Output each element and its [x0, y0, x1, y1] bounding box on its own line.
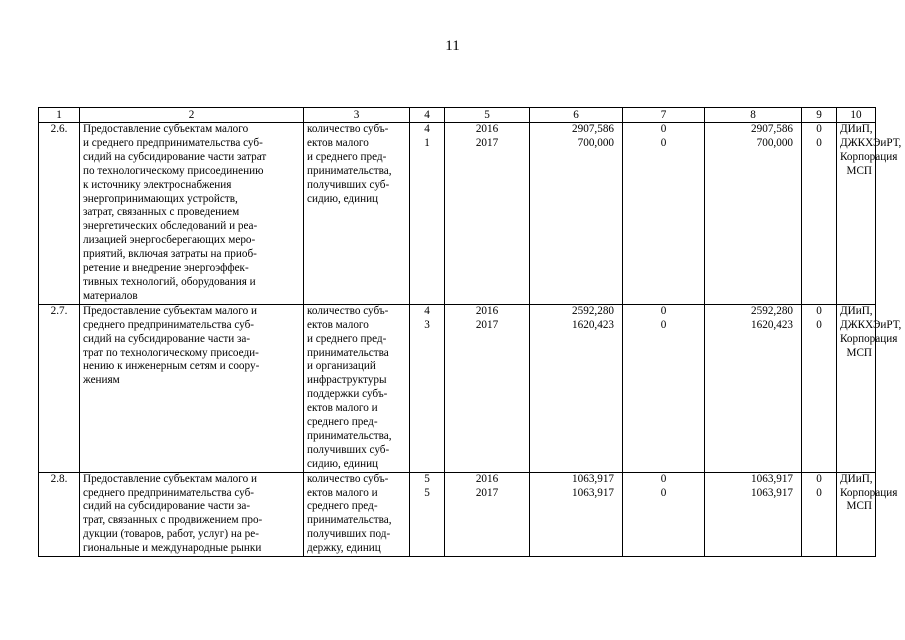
cell-line: сидий на субсидирование части за-: [83, 332, 251, 345]
row-number-cell: 2.8.: [39, 472, 80, 556]
cell-line: материалов: [83, 289, 138, 302]
cell-line: лизацией энергосберегающих меро-: [83, 234, 256, 247]
cell-line: 2017: [475, 318, 499, 331]
program-table: [38, 107, 902, 557]
cell-line: 3: [424, 318, 430, 331]
cell-line: количество субъ-: [307, 304, 389, 317]
cell-line: держку, единиц: [307, 542, 381, 555]
cell-line: принимательства: [307, 346, 389, 359]
row-number-cell: 2.7.: [39, 304, 80, 472]
event-description-cell: [80, 472, 304, 556]
cell-line: ектов малого: [307, 318, 369, 331]
table-row: [39, 123, 876, 305]
cell-line: среднего пред-: [307, 500, 378, 513]
cell-line: 0: [816, 304, 822, 317]
other-funding-cell: [802, 472, 837, 556]
cell-line: трат по технологическому присоеди-: [83, 346, 259, 359]
cell-line: к источнику электроснабжения: [83, 178, 232, 191]
header-row: [39, 108, 876, 123]
year-cell: [445, 304, 530, 472]
cell-line: 1: [424, 136, 430, 149]
cell-line: ектов малого: [307, 136, 369, 149]
cell-line: количество субъ-: [307, 123, 389, 135]
regional-funding-cell: [705, 123, 802, 305]
cell-line: Корпорация: [840, 332, 898, 345]
cell-line: 0: [660, 123, 667, 135]
cell-line: 5: [424, 486, 430, 499]
cell-line: трат, связанных с продвижением про-: [83, 514, 263, 527]
cell-line: 1620,423: [572, 318, 614, 331]
header-cell: 3: [304, 108, 410, 123]
cell-line: 0: [816, 318, 822, 331]
header-cell: 7: [623, 108, 705, 123]
cell-line: и организаций: [307, 360, 376, 373]
table-row: [39, 304, 876, 472]
cell-line: и среднего пред-: [307, 150, 387, 163]
header-cell: 1: [39, 108, 80, 123]
total-funding-cell: [530, 472, 623, 556]
cell-line: затрат, связанных с проведением: [83, 206, 240, 219]
cell-line: сидию, единиц: [307, 192, 379, 205]
cell-line: получивших суб-: [307, 443, 390, 456]
cell-line: 2592,280: [572, 304, 614, 317]
cell-line: энергопринимающих устройств,: [83, 192, 238, 205]
cell-line: 0: [816, 136, 822, 149]
cell-line: ДЖКХЭиРТ,: [840, 136, 902, 149]
federal-funding-cell: [623, 472, 705, 556]
header-cell: 5: [445, 108, 530, 123]
executor-cell: [837, 123, 902, 305]
cell-line: 0: [816, 472, 822, 485]
indicator-value-cell: [410, 123, 445, 305]
cell-line: 0: [660, 318, 667, 331]
cell-line: принимательства,: [307, 164, 392, 177]
regional-funding-cell: [705, 304, 802, 472]
header-cell: 9: [802, 108, 837, 123]
indicator-value-cell: [410, 304, 445, 472]
row-number-cell: 2.6.: [39, 123, 80, 305]
cell-line: и среднего предпринимательства суб-: [83, 136, 263, 149]
federal-funding-cell: [623, 123, 705, 305]
other-funding-cell: [802, 123, 837, 305]
cell-line: 700,000: [577, 136, 614, 149]
cell-line: и среднего пред-: [307, 332, 387, 345]
cell-line: получивших суб-: [307, 178, 390, 191]
cell-line: количество субъ-: [307, 472, 389, 485]
cell-line: 1063,917: [572, 486, 614, 499]
cell-line: 0: [660, 486, 667, 499]
cell-line: среднего предпринимательства суб-: [83, 318, 255, 331]
cell-line: приятий, включая затраты на приоб-: [83, 248, 257, 261]
cell-line: дукции (товаров, работ, услуг) на ре-: [83, 528, 259, 541]
cell-line: Предоставление субъектам малого и: [83, 304, 257, 317]
cell-line: 4: [424, 304, 430, 317]
header-cell: 2: [80, 108, 304, 123]
cell-line: 2016: [475, 472, 499, 485]
cell-line: ретение и внедрение энергоэффек-: [83, 262, 249, 275]
cell-line: 2592,280: [751, 304, 793, 317]
cell-line: гиональные и международные рынки: [83, 542, 262, 555]
cell-line: 1620,423: [751, 318, 793, 331]
cell-line: 0: [660, 136, 667, 149]
federal-funding-cell: [623, 304, 705, 472]
cell-line: Предоставление субъектам малого: [83, 123, 249, 135]
cell-line: 1063,917: [751, 486, 793, 499]
executor-cell: [837, 304, 902, 472]
table-row: [39, 472, 876, 556]
year-cell: [445, 123, 530, 305]
event-description-cell: [80, 123, 304, 305]
cell-line: ДИиП,: [840, 123, 873, 135]
cell-line: Корпорация: [840, 150, 898, 163]
cell-line: 4: [424, 123, 430, 135]
cell-line: сидий на субсидирование части за-: [83, 500, 251, 513]
cell-line: МСП: [846, 164, 872, 177]
cell-line: среднего предпринимательства суб-: [83, 486, 255, 499]
cell-line: ектов малого и: [307, 402, 378, 415]
cell-line: 2016: [475, 123, 499, 135]
cell-line: МСП: [846, 346, 872, 359]
cell-line: 700,000: [756, 136, 793, 149]
cell-line: поддержки субъ-: [307, 388, 388, 401]
event-description-cell: [80, 304, 304, 472]
cell-line: 0: [660, 472, 667, 485]
cell-line: 2017: [475, 136, 499, 149]
cell-line: 0: [660, 304, 667, 317]
cell-line: 2907,586: [751, 123, 793, 135]
cell-line: принимательства,: [307, 429, 392, 442]
regional-funding-cell: [705, 472, 802, 556]
cell-line: 1063,917: [751, 472, 793, 485]
cell-line: МСП: [846, 500, 872, 513]
cell-line: по технологическому присоединению: [83, 164, 264, 177]
cell-line: ДИиП,: [840, 472, 873, 485]
header-cell: 8: [705, 108, 802, 123]
other-funding-cell: [802, 304, 837, 472]
cell-line: 0: [816, 486, 822, 499]
cell-line: ДИиП,: [840, 304, 873, 317]
header-cell: 10: [837, 108, 876, 123]
cell-line: 1063,917: [572, 472, 614, 485]
cell-line: сидий на субсидирование части затрат: [83, 150, 267, 163]
cell-line: среднего пред-: [307, 416, 378, 429]
page-number: 11: [445, 38, 460, 54]
cell-line: жениям: [83, 374, 120, 387]
header-cell: 4: [410, 108, 445, 123]
indicator-cell: [304, 472, 410, 556]
header-cell: 6: [530, 108, 623, 123]
indicator-value-cell: [410, 472, 445, 556]
total-funding-cell: [530, 123, 623, 305]
cell-line: ДЖКХЭиРТ,: [840, 318, 902, 331]
cell-line: получивших под-: [307, 528, 391, 541]
cell-line: тивных технологий, оборудования и: [83, 275, 256, 288]
cell-line: энергетических обследований и реа-: [83, 220, 258, 233]
cell-line: 5: [424, 472, 430, 485]
cell-line: инфраструктуры: [307, 374, 387, 387]
year-cell: [445, 472, 530, 556]
cell-line: 2016: [475, 304, 499, 317]
cell-line: 0: [816, 123, 822, 135]
cell-line: Предоставление субъектам малого и: [83, 472, 257, 485]
cell-line: 2907,586: [572, 123, 614, 135]
cell-line: Корпорация: [840, 486, 898, 499]
cell-line: 2017: [475, 486, 499, 499]
cell-line: сидию, единиц: [307, 457, 379, 470]
indicator-cell: [304, 304, 410, 472]
indicator-cell: [304, 123, 410, 305]
cell-line: принимательства,: [307, 514, 392, 527]
cell-line: ектов малого и: [307, 486, 378, 499]
total-funding-cell: [530, 304, 623, 472]
cell-line: нению к инженерным сетям и соору-: [83, 360, 260, 373]
executor-cell: [837, 472, 898, 556]
